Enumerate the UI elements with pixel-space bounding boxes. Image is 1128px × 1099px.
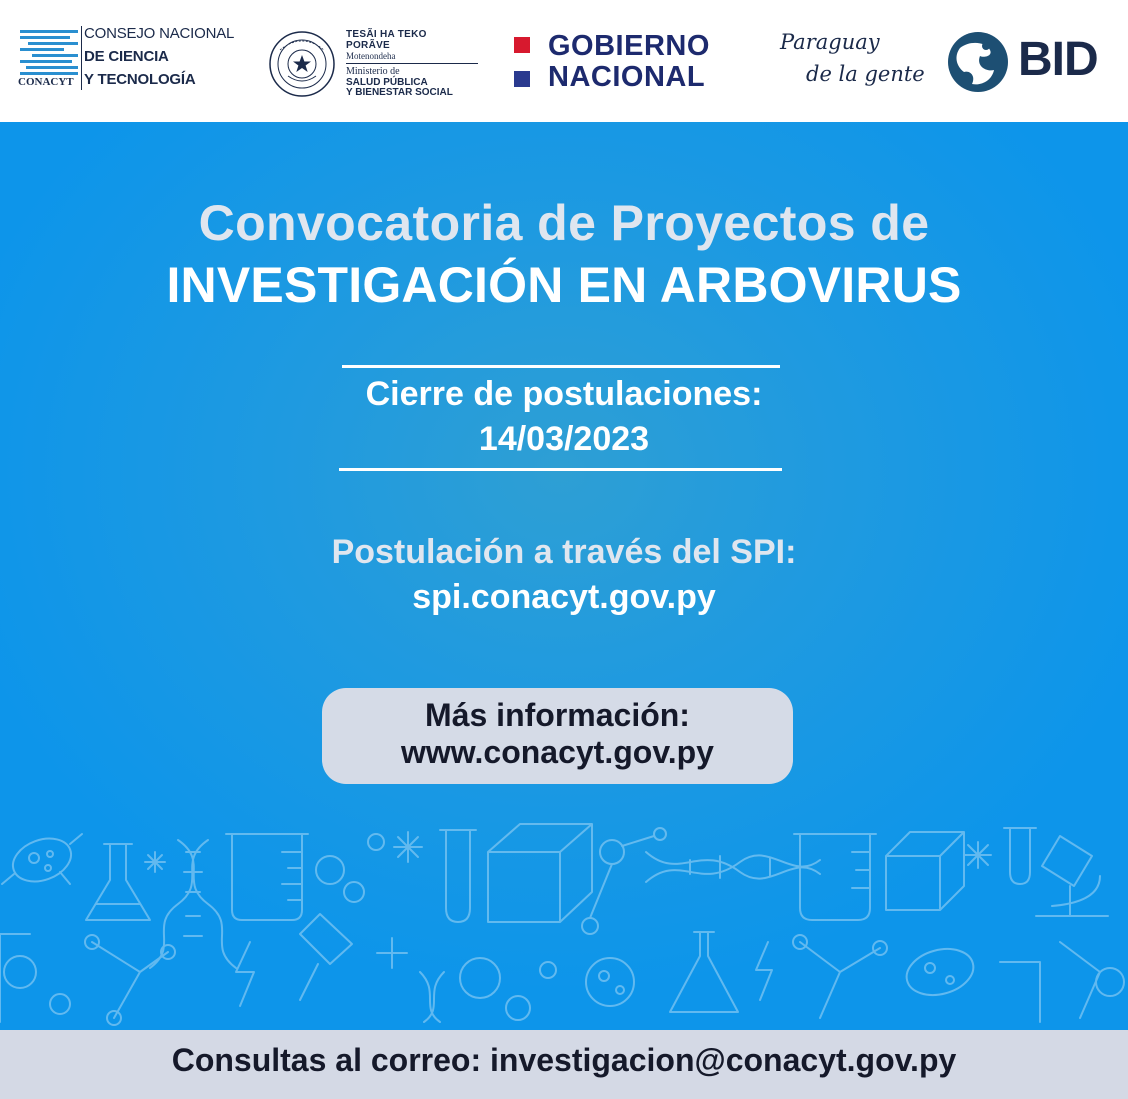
flag-blue-square-icon <box>514 71 530 87</box>
gobierno-nacional-logo <box>514 32 734 92</box>
conacyt-acronym: CONACYT <box>18 76 74 88</box>
deadline-rule-bottom <box>339 468 782 471</box>
paraguay-de-la-gente-logo <box>776 26 926 98</box>
mspbs-guarani-line2: PORÃVE <box>346 40 391 51</box>
deadline-rule-top <box>342 365 780 368</box>
conacyt-name-line2: DE CIENCIA <box>84 48 169 65</box>
mspbs-guarani-line1: TESÃI HA TEKO <box>346 29 427 40</box>
spi-link[interactable]: spi.conacyt.gov.py <box>412 578 716 616</box>
conacyt-name-line3: Y TECNOLOGÍA <box>84 71 196 88</box>
paraguay-seal-icon <box>268 30 336 98</box>
mspbs-guarani-line3: Motenondeha <box>346 51 396 61</box>
deadline-label: Cierre de postulaciones: <box>365 375 763 413</box>
science-pattern-icon <box>0 822 1128 1030</box>
gobierno-line2: NACIONAL <box>548 61 706 93</box>
spi-label: Postulación a través del SPI: <box>331 533 797 571</box>
conacyt-logo-icon <box>18 28 80 80</box>
ministerio-salud-logo <box>268 28 480 100</box>
conacyt-name-line1: CONSEJO NACIONAL <box>84 25 235 42</box>
paraguay-script-line2: de la gente <box>806 62 925 86</box>
bid-logo <box>946 26 1114 96</box>
call-banner <box>0 122 1128 1030</box>
title-line1: Convocatoria de Proyectos de <box>198 195 930 251</box>
paraguay-script-line1: Paraguay <box>780 30 880 54</box>
mspbs-divider <box>346 63 478 64</box>
mspbs-spanish-line1: Ministerio de <box>346 66 400 77</box>
bid-globe-icon <box>946 30 1012 94</box>
more-info-label: Más información: <box>425 697 690 733</box>
gobierno-line1: GOBIERNO <box>548 30 710 62</box>
header-logos-bar <box>0 0 1128 122</box>
bid-wordmark: BID <box>1018 33 1098 86</box>
deadline-date: 14/03/2023 <box>478 420 650 458</box>
mspbs-spanish-line3: Y BIENESTAR SOCIAL <box>346 87 453 98</box>
conacyt-divider <box>81 26 82 90</box>
title-line2: INVESTIGACIÓN EN ARBOVIRUS <box>166 257 962 313</box>
contact-email-text[interactable]: Consultas al correo: investigacion@conacyt.gov.py <box>171 1042 957 1078</box>
flag-red-square-icon <box>514 37 530 53</box>
more-info-box[interactable] <box>322 688 793 784</box>
more-info-link[interactable]: www.conacyt.gov.py <box>401 734 714 770</box>
mspbs-spanish-line2: SALUD PÚBLICA <box>346 77 428 88</box>
contact-footer <box>0 1030 1128 1099</box>
conacyt-logo <box>18 24 250 92</box>
